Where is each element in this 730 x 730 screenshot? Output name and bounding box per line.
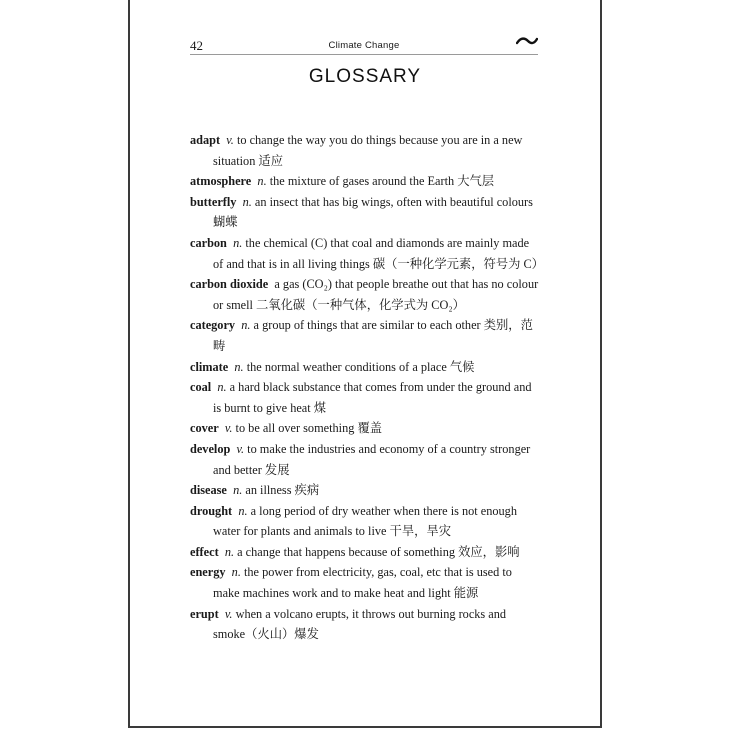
glossary-entry	[190, 439, 540, 480]
glossary-definition: a hard black substance that comes from under the ground and is burnt to give heat 煤	[213, 380, 532, 415]
part-of-speech: n.	[224, 544, 235, 559]
glossary-definition: to make the industries and economy of a country stronger and better 发展	[213, 441, 531, 477]
glossary-term: coal	[190, 380, 212, 395]
glossary-term: category	[190, 318, 236, 333]
glossary-term: carbon dioxide	[190, 277, 269, 292]
page-title: GLOSSARY	[308, 66, 422, 87]
running-head	[190, 36, 538, 55]
glossary-definition: a gas (CO₂) that people breathe out that has no colour or smell 二氧化碳（一种气体，化学式为 CO₂）	[213, 277, 539, 312]
part-of-speech: n.	[238, 503, 248, 518]
glossary-entry	[190, 542, 540, 563]
book-page	[128, 0, 602, 728]
glossary-term: butterfly	[190, 194, 237, 209]
glossary-definition: the power from electricity, gas, coal, etc that is used to make machines work and to make heat and light 能源	[213, 565, 512, 601]
part-of-speech: n.	[231, 565, 241, 580]
running-title: Climate Change	[328, 40, 400, 51]
glossary-definition: when a volcano erupts, it throws out burning rocks and smoke（火山）爆发	[213, 606, 507, 642]
glossary-entry	[190, 171, 540, 192]
part-of-speech: n.	[234, 359, 244, 374]
glossary-entry	[190, 377, 540, 418]
glossary-definition: an illness 疾病	[245, 483, 320, 498]
glossary-entry	[190, 418, 540, 439]
glossary-definition: the normal weather conditions of a place 气候	[246, 359, 475, 374]
page-number: 42	[190, 38, 203, 53]
glossary-entry	[190, 130, 540, 171]
glossary-definition: an insect that has big wings, often with beautiful colours 蝴蝶	[213, 194, 533, 230]
part-of-speech: n.	[257, 174, 267, 189]
part-of-speech: v.	[236, 441, 245, 456]
part-of-speech: n.	[233, 235, 243, 250]
glossary-entry	[190, 480, 540, 501]
glossary-term: erupt	[190, 606, 219, 621]
part-of-speech: n.	[242, 194, 252, 209]
glossary-definition: a group of things that are similar to each other 类别，范畴	[213, 318, 533, 353]
part-of-speech: n.	[217, 380, 227, 395]
glossary-definition: the chemical (C) that coal and diamonds are mainly made of and that is in all living things 碳（一种化学元素，符号为 C）	[213, 235, 544, 271]
glossary-list	[190, 130, 544, 645]
part-of-speech: v.	[226, 133, 234, 147]
glossary-definition: a change that happens because of something 效应，影响	[237, 544, 520, 559]
glossary-definition: to be all over something 覆盖	[235, 421, 383, 436]
glossary-entry	[190, 274, 540, 315]
glossary-term: develop	[190, 441, 231, 456]
glossary-term: climate	[190, 359, 229, 374]
glossary-entry	[190, 604, 540, 645]
glossary-definition: to change the way you do things because you are in a new situation 适应	[213, 133, 523, 168]
part-of-speech: n.	[233, 483, 243, 498]
glossary-term: atmosphere	[190, 174, 252, 189]
glossary-entry	[190, 233, 544, 274]
glossary-term: energy	[190, 565, 226, 580]
glossary-definition: a long period of dry weather when there is not enough water for plants and animals to live 干旱，旱灾	[213, 503, 517, 539]
part-of-speech: n.	[241, 318, 251, 333]
glossary-term: cover	[190, 421, 219, 436]
glossary-entry	[190, 315, 540, 356]
glossary-entry	[190, 501, 540, 542]
glossary-term: effect	[190, 544, 219, 559]
glossary-entry	[190, 357, 540, 378]
glossary-term: disease	[190, 483, 227, 498]
glossary-definition: the mixture of gases around the Earth 大气层	[269, 174, 495, 189]
glossary-entry	[190, 562, 540, 603]
part-of-speech: v.	[224, 421, 233, 436]
glossary-term: carbon	[190, 235, 227, 250]
glossary-entry	[190, 192, 540, 233]
glossary-term: adapt	[190, 133, 221, 147]
part-of-speech: v.	[224, 606, 233, 621]
glossary-term: drought	[190, 503, 233, 518]
swoosh-icon	[516, 34, 538, 48]
